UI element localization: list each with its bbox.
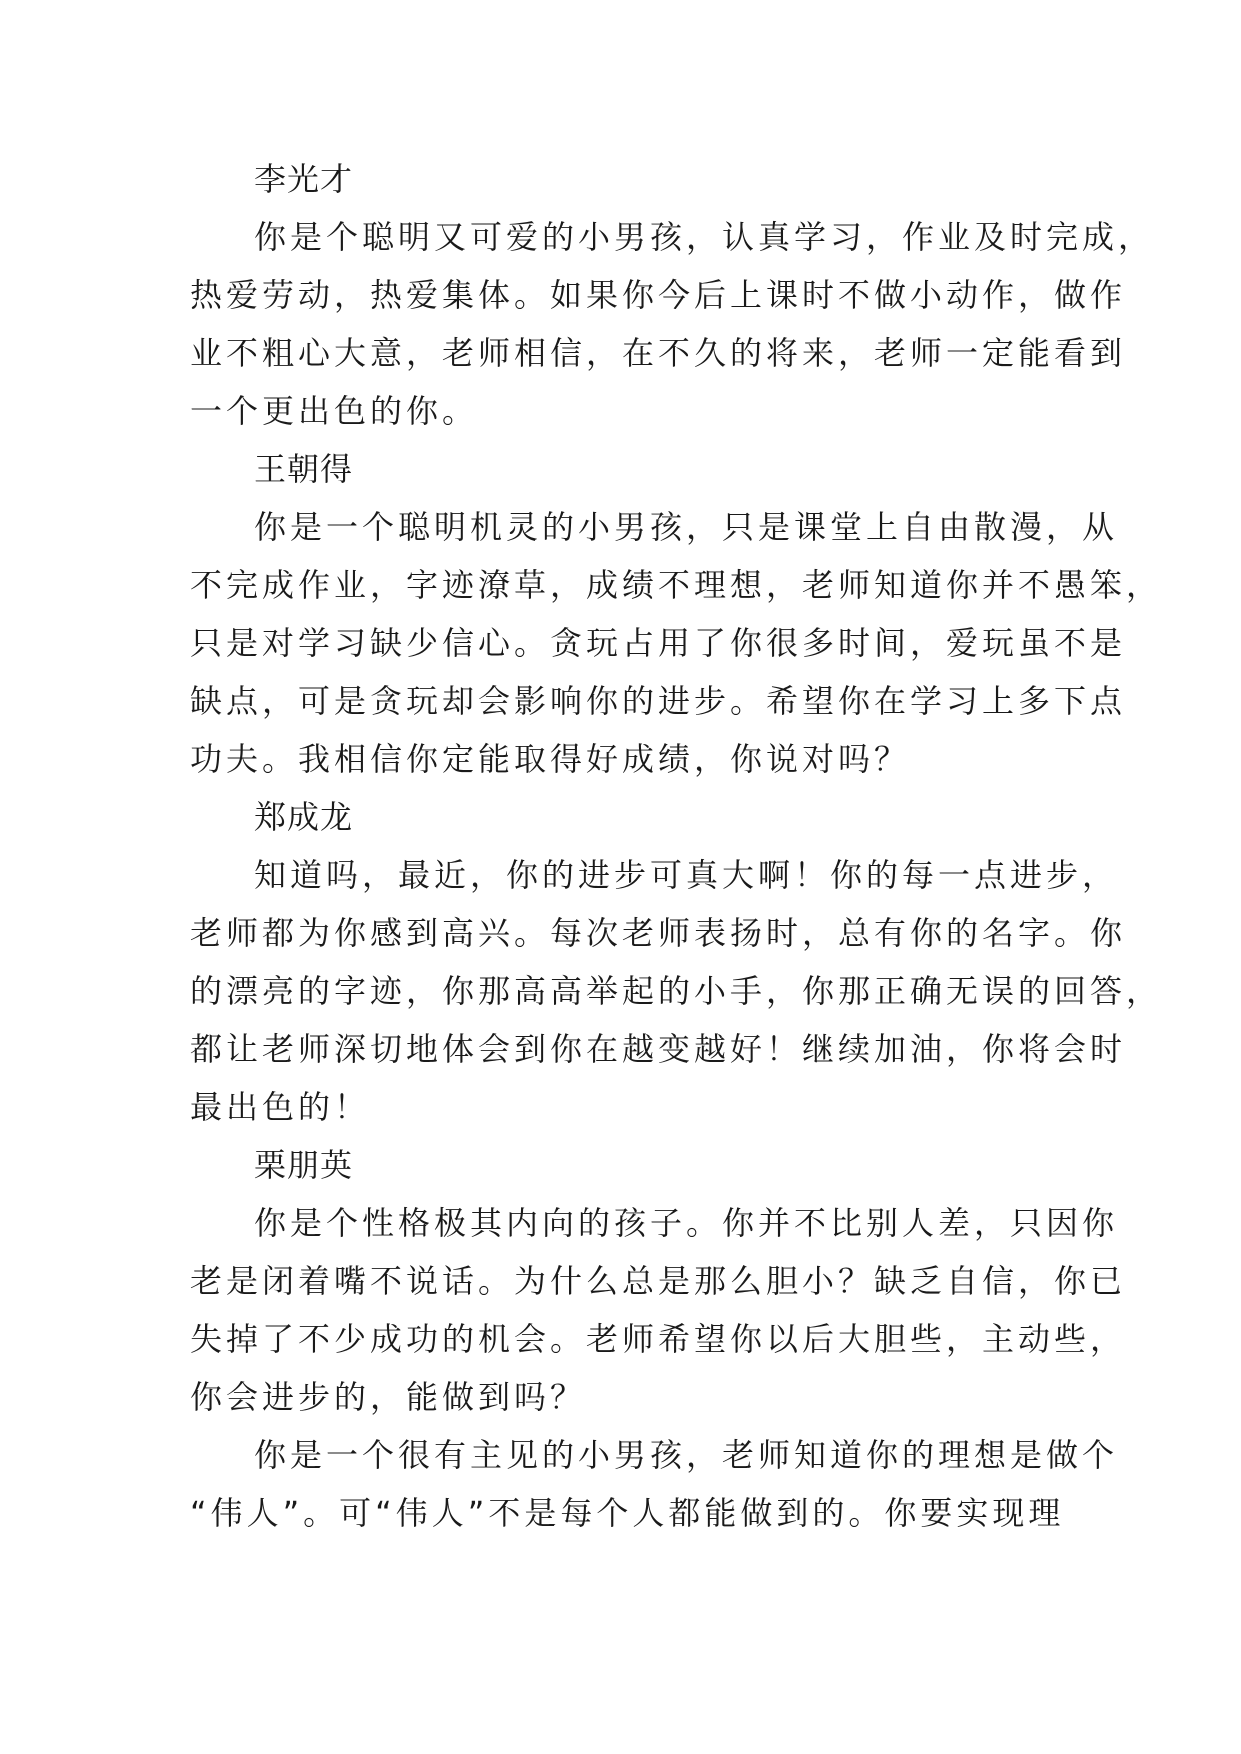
text-line: 老师都为你感到高兴。每次老师表扬时，总有你的名字。你: [190, 914, 1127, 952]
text-line: 知道吗，最近，你的进步可真大啊！你的每一点进步，: [254, 856, 1119, 894]
text-line: 业不粗心大意，老师相信，在不久的将来，老师一定能看到: [190, 334, 1127, 372]
comment-paragraph: [190, 846, 1163, 1136]
text-line: 失掉了不少成功的机会。老师希望你以后大胆些，主动些，: [190, 1320, 1127, 1358]
text-line: 你会进步的，能做到吗？: [190, 1378, 587, 1416]
text-line: 你是个聪明又可爱的小男孩，认真学习，作业及时完成，: [254, 218, 1155, 256]
text-line: 都让老师深切地体会到你在越变越好！继续加油，你将会时: [190, 1030, 1127, 1068]
text-line: “伟人”。可“伟人”不是每个人都能做到的。你要实现理: [190, 1494, 1065, 1532]
text-line: 老是闭着嘴不说话。为什么总是那么胆小？缺乏自信，你已: [190, 1262, 1127, 1300]
text-line: 功夫。我相信你定能取得好成绩，你说对吗？: [190, 740, 911, 778]
text-line: 你是一个很有主见的小男孩，老师知道你的理想是做个: [254, 1436, 1119, 1474]
text-line: 不完成作业，字迹潦草，成绩不理想，老师知道你并不愚笨，: [190, 566, 1163, 604]
document-page: [190, 150, 1163, 1542]
text-line: 一个更出色的你。: [190, 392, 479, 430]
text-line: 的漂亮的字迹，你那高高举起的小手，你那正确无误的回答，: [190, 972, 1163, 1010]
text-line: 只是对学习缺少信心。贪玩占用了你很多时间，爱玩虽不是: [190, 624, 1127, 662]
text-line: 你是一个聪明机灵的小男孩，只是课堂上自由散漫，从: [254, 508, 1119, 546]
text-line: 最出色的！: [190, 1088, 371, 1126]
student-name: 李光才: [254, 160, 354, 198]
text-line: 热爱劳动，热爱集体。如果你今后上课时不做小动作，做作: [190, 276, 1127, 314]
comment-paragraph: [190, 498, 1163, 788]
comment-paragraph: [190, 208, 1155, 440]
comment-paragraph: [190, 1194, 1127, 1426]
text-line: 缺点，可是贪玩却会影响你的进步。希望你在学习上多下点: [190, 682, 1127, 720]
comment-paragraph: [190, 1426, 1119, 1542]
student-name: 郑成龙: [254, 798, 354, 836]
student-name: 栗朋英: [254, 1146, 354, 1184]
text-line: 你是个性格极其内向的孩子。你并不比别人差，只因你: [254, 1204, 1119, 1242]
student-name: 王朝得: [254, 450, 354, 488]
